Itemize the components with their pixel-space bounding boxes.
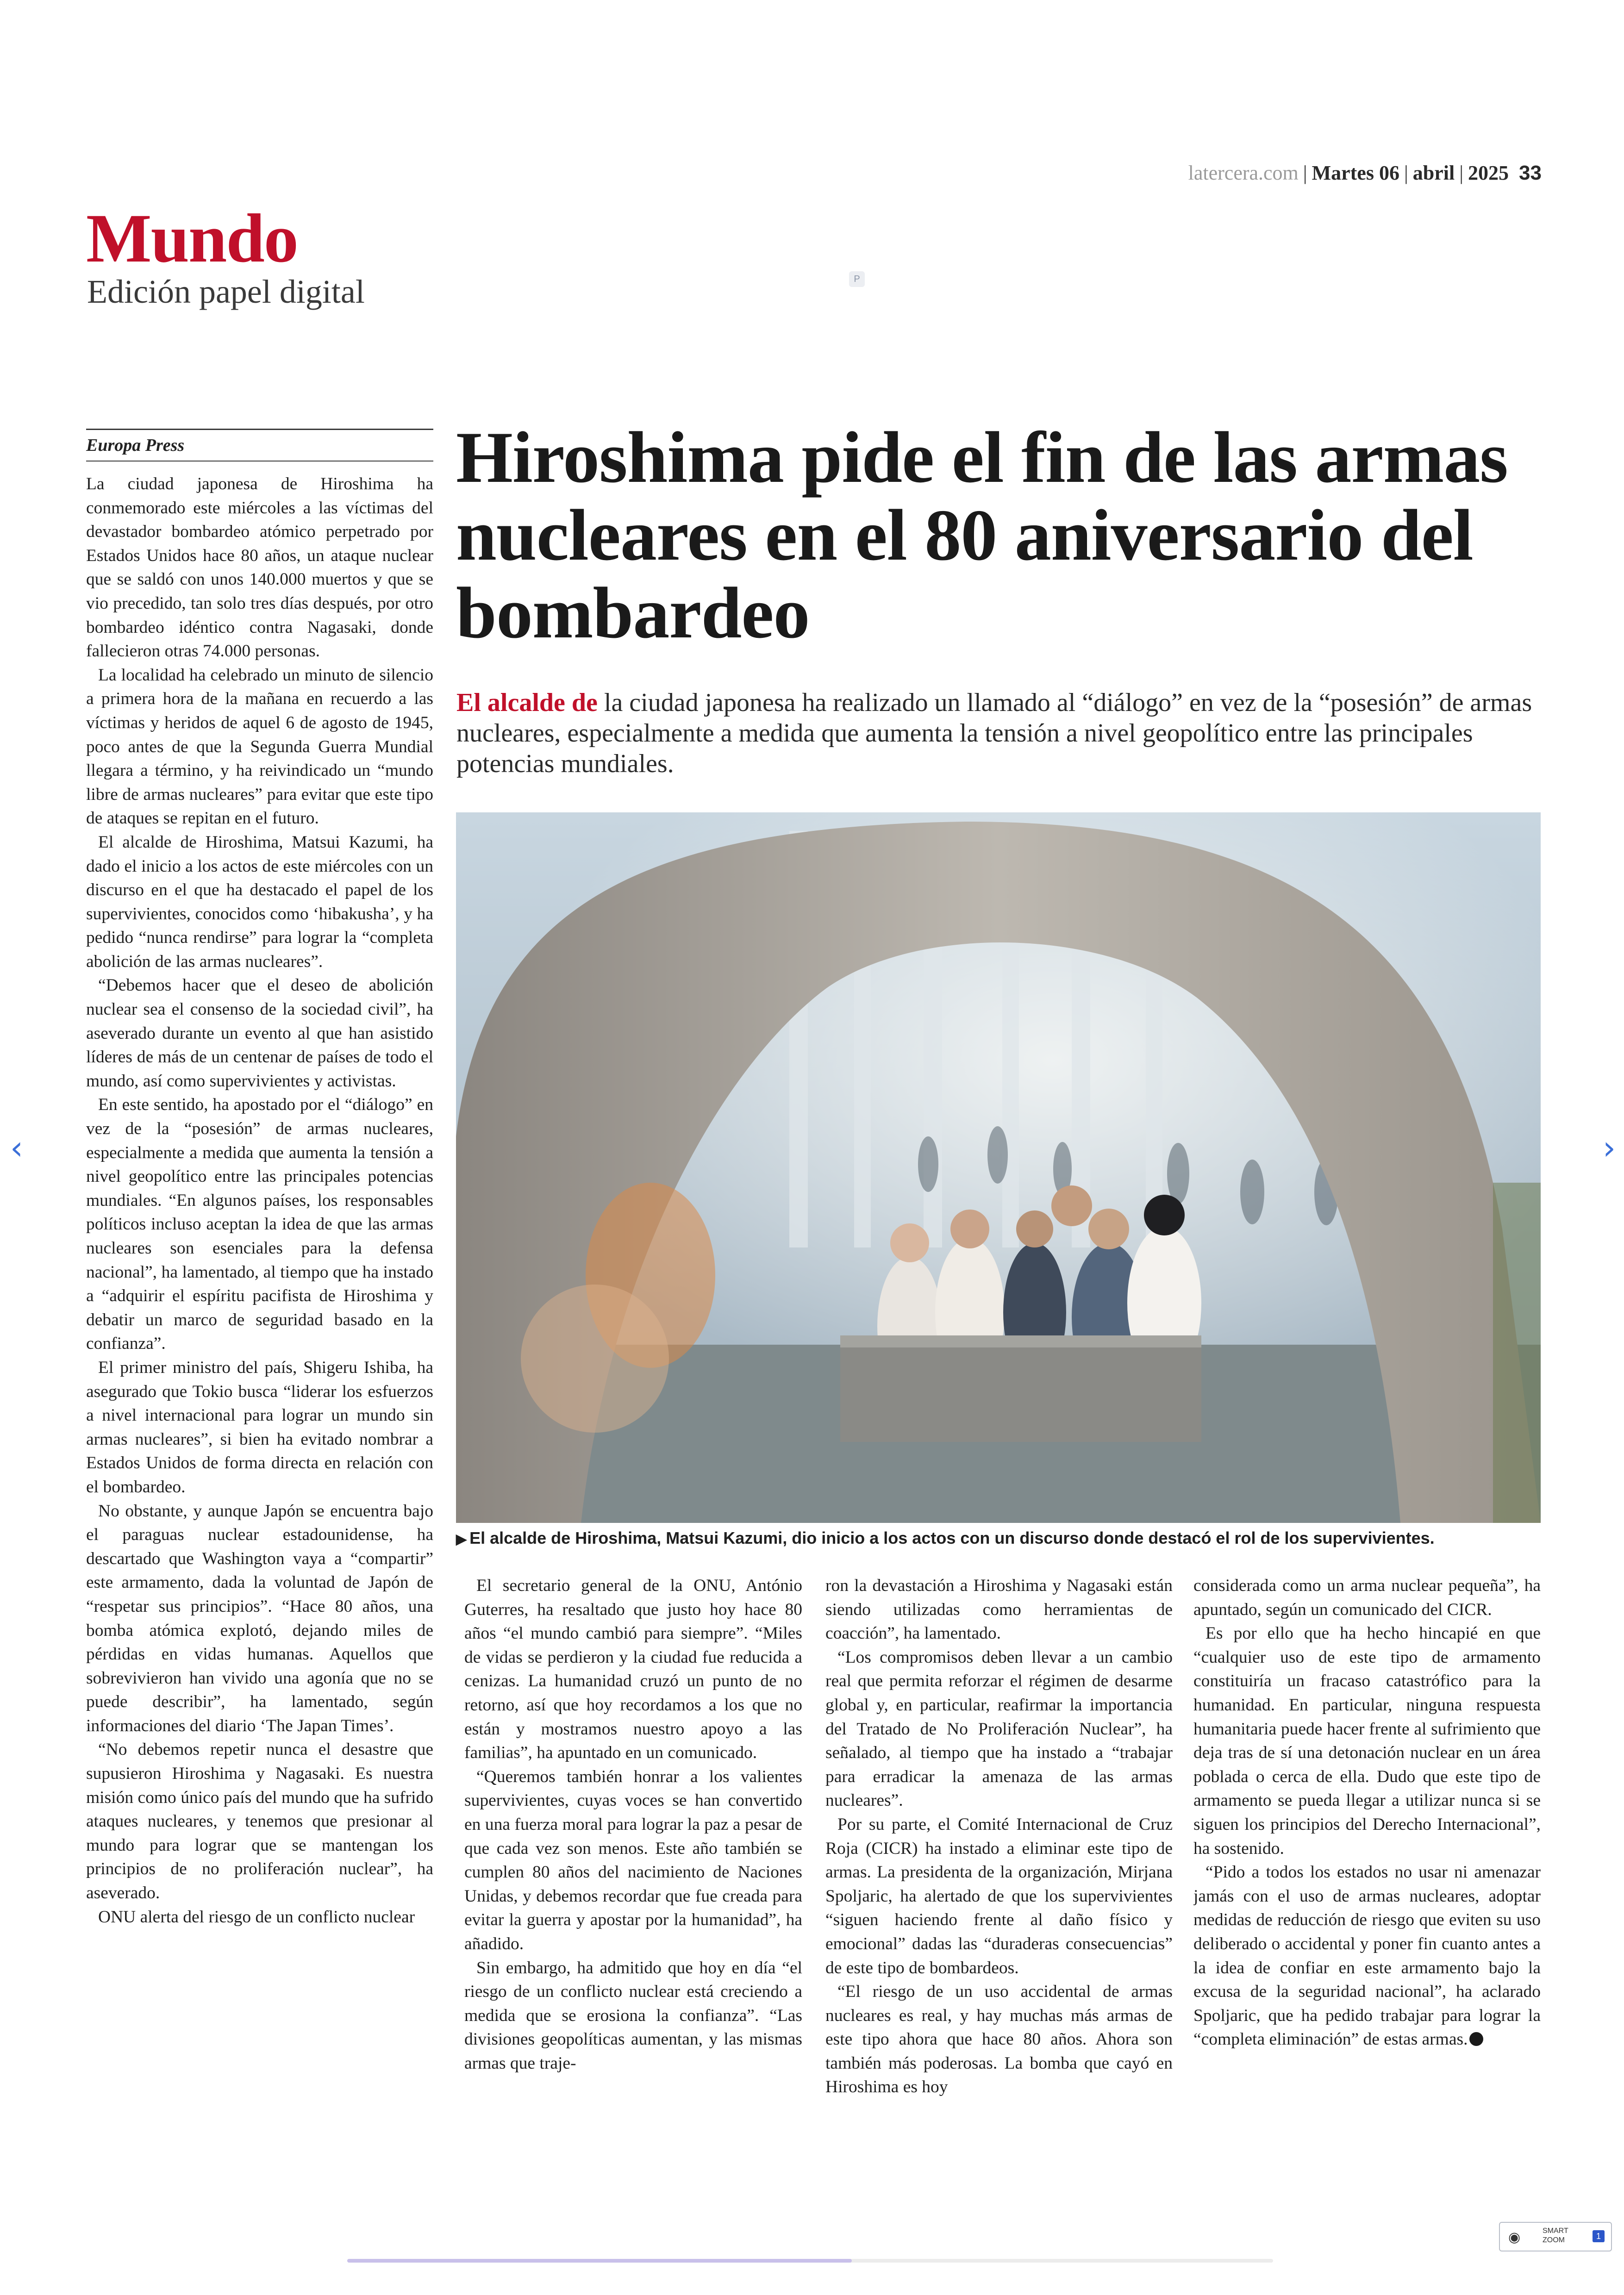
paragraph: “No debemos repetir nunca el desastre que supusieron Hiroshima y Nagasaki. Es nuestra misión como único país del mundo que ha sufrido ataques nucleares, y tenemos que presionar al mundo para lograr que se mantengan los principios de no proliferación nuclear”, ha aseverado. (86, 1740, 433, 1903)
caption-arrow-icon: ▶ (456, 1532, 467, 1547)
paragraph: No obstante, y aunque Japón se encuentra bajo el paraguas nuclear estadounidense, ha descartado que Washington vaya a “compartir” este armamento, dada la voluntad de Japón de “respetar sus principios”. “Hace 80 años, una bomba atómica explotó, dejando miles de pérdidas en vidas humanas. Aquellos que sobrevivieron han vivido una agonía que no se puede describir”, ha lamentado, según informaciones del diario ‘The Japan Times’. (86, 1501, 433, 1735)
article-headline: Hiroshima pide el fin de las armas nucleares en el 80 aniversario del bombardeo (456, 417, 1508, 654)
paragraph: considerada como un arma nuclear pequeña”, ha apuntado, según un comunicado del CICR. (1193, 1576, 1541, 1619)
body-column-left (86, 472, 433, 2129)
smart-zoom-label-line2: ZOOM (1543, 2236, 1565, 2244)
body-column-c (1193, 1574, 1541, 2139)
paragraph: Por su parte, el Comité Internacional de Cruz Roja (CICR) ha instado a eliminar este tipo de armas. La presidenta de la organización, Mirjana Spoljaric, ha alertado de que los supervivientes “siguen haciendo frente al daño físico y emocional” dadas las “duraderas consecuencias” de este tipo de bombardeos. (825, 1815, 1173, 1977)
date-day: Martes 06 (1312, 162, 1399, 184)
paragraph: “Los compromisos deben llevar a un cambio real que permita reforzar el régimen de desarme global y, en particular, reafirmar la importancia del Tratado de No Proliferación Nuclear”, ha señalado, al tiempo que ha instado a “trabajar para erradicar la amenaza de las armas nucleares”. (825, 1647, 1173, 1810)
paragraph: ron la devastación a Hiroshima y Nagasaki están siendo utilizadas como herramientas de coacción”, ha lamentado. (825, 1576, 1173, 1643)
smart-zoom-button[interactable] (1499, 2222, 1612, 2251)
author-byline: Europa Press (86, 436, 185, 455)
paragraph: En este sentido, ha apostado por el “diálogo” en vez de la “posesión” de armas nucleares, especialmente a medida que aumenta la tensión a nivel geopolítico entre las principales potencias mundiales. “En algunos países, los responsables políticos incluso aceptan la idea de que las armas nucleares son esenciales para la defensa nacional”, ha lamentado, al tiempo que ha instado a “adquirir el espíritu pacifista de Hiroshima y debatir un marco de seguridad basado en la confianza”. (86, 1095, 433, 1353)
body-column-b (825, 1574, 1173, 2139)
paragraph: Es por ello que ha hecho hincapié en que “cualquier uso de este tipo de armamento constituiría un fracaso catastrófico para la humanidad. En particular, ninguna respuesta humanitaria puede hacer frente al sufrimiento que deja tras de sí una detonación nuclear en un área poblada o cerca de ella. Dudo que este tipo de armamento se pueda llegar a utilizar nunca si se siguen los principios del Derecho Internacional”, ha sostenido. (1193, 1624, 1541, 1858)
previous-page-chevron-icon[interactable]: ‹ (10, 1129, 23, 1167)
edition-subtitle: Edición papel digital (87, 273, 365, 310)
article-lede (456, 687, 1549, 779)
paragraph: “El riesgo de un uso accidental de armas nucleares es real, y hay muchas más armas de este tipo ahora que hace 80 años. Ahora son también más poderosas. La bomba que cayó en Hiroshima es hoy (825, 1982, 1173, 2097)
author-rule (86, 429, 433, 430)
paragraph: El secretario general de la ONU, António Guterres, ha resaltado que justo hoy hace 80 años “el mundo cambió para siempre”. “Miles de vidas se perdieron y la ciudad fue reducida a cenizas. La humanidad cruzó un punto de no retorno, así que hoy recordamos a los que no están y mostramos nuestro apoyo a las familias”, ha apuntado en un comunicado. (464, 1576, 802, 1763)
page-number: 33 (1519, 162, 1542, 184)
lede-text: la ciudad japonesa ha realizado un llamado al “diálogo” en vez de la “posesión” de armas nucleares, especialmente a medida que aumenta la tensión a nivel geopolítico entre las principales potencias mundiales. (456, 688, 1532, 778)
page-marker-icon[interactable]: P (849, 271, 865, 287)
article-photo (456, 812, 1541, 1523)
paragraph: El alcalde de Hiroshima, Matsui Kazumi, ha dado el inicio a los actos de este miércoles con un discurso en el que ha destacado el papel de los supervivientes, conocidos como ‘hibakusha’, y ha pedido “nunca rendirse” para lograr la “completa abolición de las armas nucleares”. (86, 832, 433, 971)
end-mark-icon (1469, 2032, 1483, 2046)
section-title: Mundo (86, 200, 298, 277)
photo-caption (456, 1528, 1541, 1548)
lede-kicker: El alcalde de (456, 688, 598, 717)
paragraph-text: “Pido a todos los estados no usar ni amenazar jamás con el uso de armas nucleares, adoptar medidas de reducción de riesgo que eviten su uso deliberado o accidental y poner fin cuanto antes a la idea de confiar en este armamento bajo la excusa de la seguridad nacional”, ha aclarado Spoljaric, que ha pedido trabajar para lograr la “completa eliminación” de estas armas. (1193, 1863, 1541, 2049)
memorial-arch-illustration (456, 812, 1541, 1523)
paragraph: Sin embargo, ha admitido que hoy en día “el riesgo de un conflicto nuclear está creciendo a medida que se erosiona la confianza”. “Las divisiones geopolíticas aumentan, y las mismas armas que traje- (464, 1958, 802, 2073)
paragraph: La localidad ha celebrado un minuto de silencio a primera hora de la mañana en recuerdo a las víctimas y heridos de aquel 6 de agosto de 1945, poco antes de que la Segunda Guerra Mundial llegara a término, y ha reivindicado un “mundo libre de armas nucleares” para evitar que este tipo de ataques se repitan en el futuro. (86, 665, 433, 828)
paragraph: “Queremos también honrar a los valientes supervivientes, cuyas voces se han convertido en una fuerza moral para lograr la paz a pesar de que cada vez son menos. Este año también se cumplen 80 años del nacimiento de Naciones Unidas, y debemos recordar que fue creada para evitar la guerra y apostar por la humanidad”, ha añadido. (464, 1767, 802, 1953)
paragraph: El primer ministro del país, Shigeru Ishiba, ha asegurado que Tokio busca “liderar los esfuerzos a nivel internacional para lograr un mundo sin armas nucleares”, si bien ha evitado nombrar a Estados Unidos de forma directa en relación con el bombardeo. (86, 1358, 433, 1497)
paragraph (1193, 1860, 1541, 2052)
subheading: ONU alerta del riesgo de un conflicto nuclear (98, 1907, 415, 1927)
date-year: 2025 (1468, 162, 1509, 184)
smart-zoom-label-line1: SMART (1543, 2227, 1568, 2235)
eye-icon: ◉ (1508, 2230, 1521, 2245)
page-info: latercera.com | Martes 06 | abril | 2025 33 (1188, 162, 1542, 184)
site-name: latercera.com (1188, 162, 1299, 184)
date-month: abril (1412, 162, 1455, 184)
paragraph: La ciudad japonesa de Hiroshima ha conmemorado este miércoles a las víctimas del devastador bombardeo atómico perpetrado por Estados Unidos hace 80 años, un ataque nuclear que se saldó con unos 140.000 muertos y que se vio precedido, tan solo tres días después, por otro bombardeo idéntico contra Nagasaki, donde fallecieron otras 74.000 personas. (86, 474, 433, 661)
page-count-badge: 1 (1593, 2230, 1605, 2242)
body-column-a (464, 1574, 802, 2139)
next-page-chevron-icon[interactable]: › (1603, 1129, 1616, 1167)
caption-text: El alcalde de Hiroshima, Matsui Kazumi, dio inicio a los actos con un discurso donde destacó el rol de los supervivientes. (469, 1528, 1435, 1547)
smart-zoom-label (1543, 2226, 1568, 2245)
paragraph: “Debemos hacer que el deseo de abolición nuclear sea el consenso de la sociedad civil”, ha aseverado durante un evento al que han asistido líderes de más de un centenar de países de todo el mundo, así como supervivientes y activistas. (86, 976, 433, 1091)
reading-progress-fill (347, 2259, 852, 2263)
